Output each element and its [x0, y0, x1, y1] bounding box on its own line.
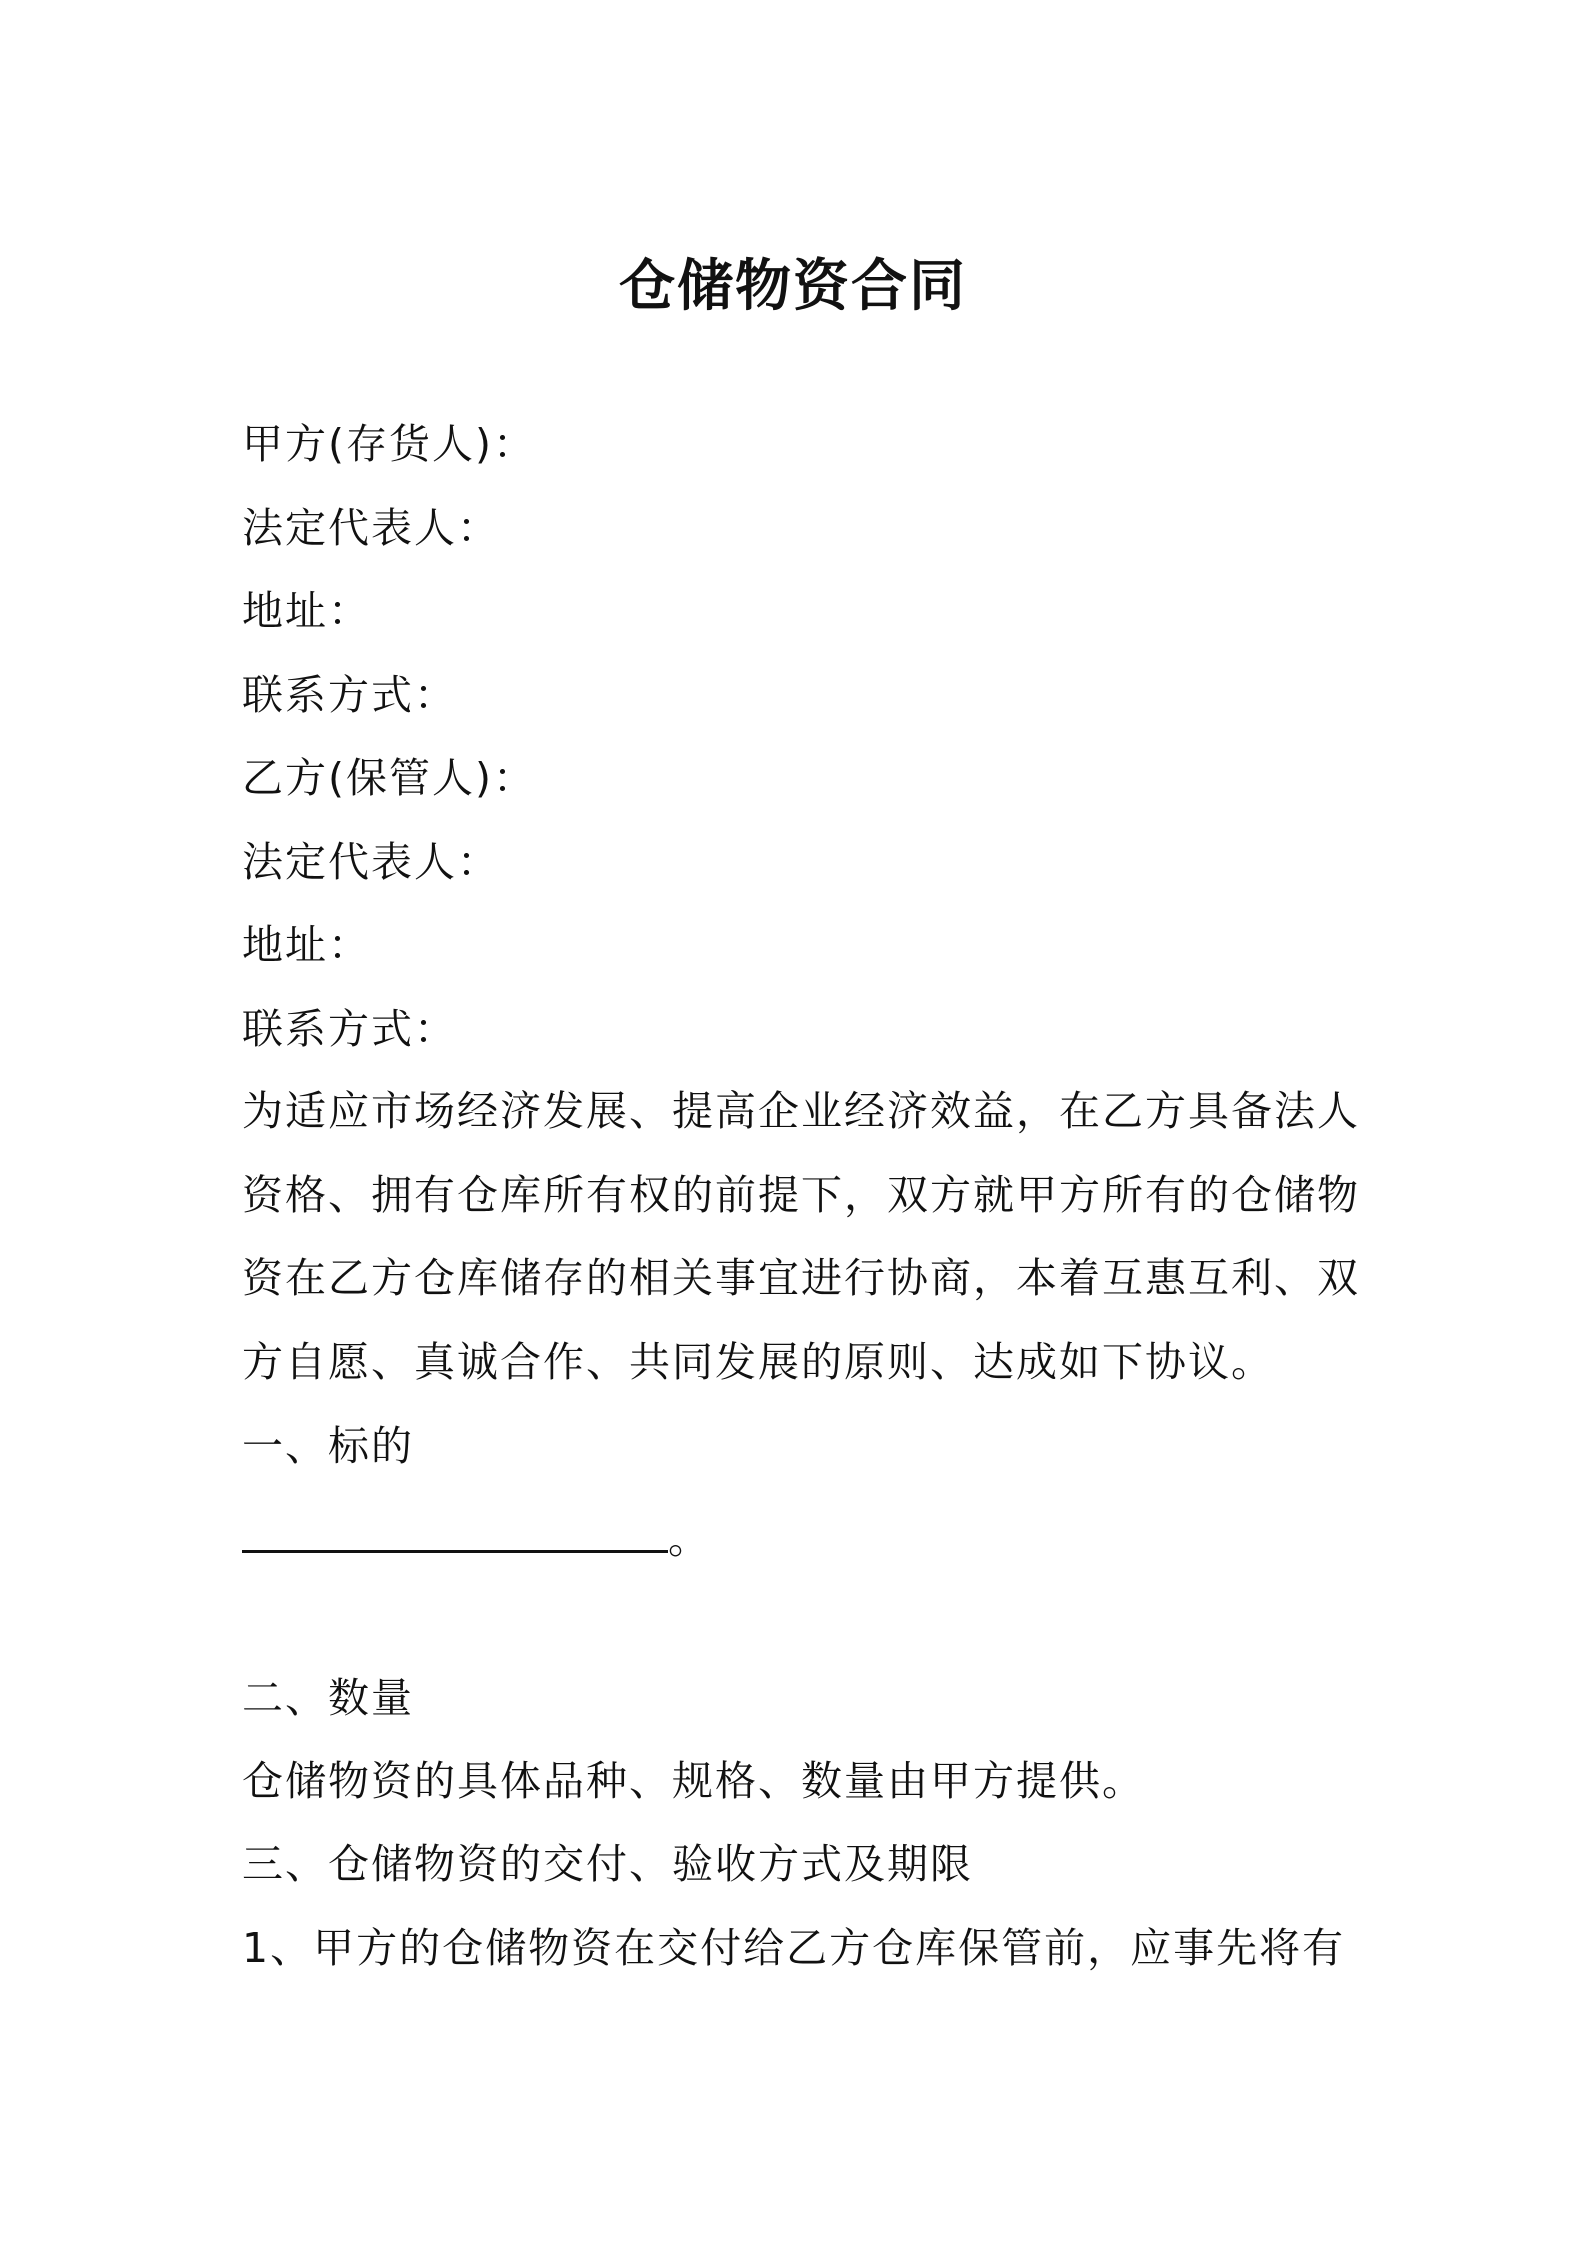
section2-heading: 二、数量: [242, 1674, 414, 1722]
document-title: 仓储物资合同: [619, 254, 967, 319]
section2-body: 仓储物资的具体品种、规格、数量由甲方提供。: [242, 1757, 1145, 1805]
party-a-address: 地址：: [242, 587, 371, 635]
section1-heading: 一、标的: [242, 1422, 414, 1470]
preamble-line: 资在乙方仓库储存的相关事宜进行协商，本着互惠互利、双: [242, 1254, 1360, 1302]
preamble-line: 资格、拥有仓库所有权的前提下，双方就甲方所有的仓储物: [242, 1170, 1360, 1219]
section1-blank-field: [242, 1510, 709, 1567]
party-a-representative: 法定代表人：: [242, 504, 500, 552]
section3-item1: 1、甲方的仓储物资在交付给乙方仓库保管前，应事先将有: [242, 1924, 1346, 1972]
preamble-line: 方自愿、真诚合作、共同发展的原则、达成如下协议。: [242, 1337, 1274, 1386]
party-b-representative: 法定代表人：: [242, 838, 500, 886]
party-b-contact: 联系方式：: [242, 1005, 457, 1053]
preamble-paragraph: [242, 1070, 1362, 1404]
party-b-address: 地址：: [242, 921, 371, 969]
party-a-label: 甲方(存货人)：: [242, 420, 536, 468]
preamble-line: 为适应市场经济发展、提高企业经济效益，在乙方具备法人: [242, 1087, 1360, 1135]
section3-heading: 三、仓储物资的交付、验收方式及期限: [242, 1840, 973, 1888]
blank-suffix: 。: [668, 1515, 709, 1563]
party-a-contact: 联系方式：: [242, 671, 457, 719]
party-b-label: 乙方(保管人)：: [242, 754, 536, 802]
fill-in-blank-line: [242, 1510, 668, 1553]
